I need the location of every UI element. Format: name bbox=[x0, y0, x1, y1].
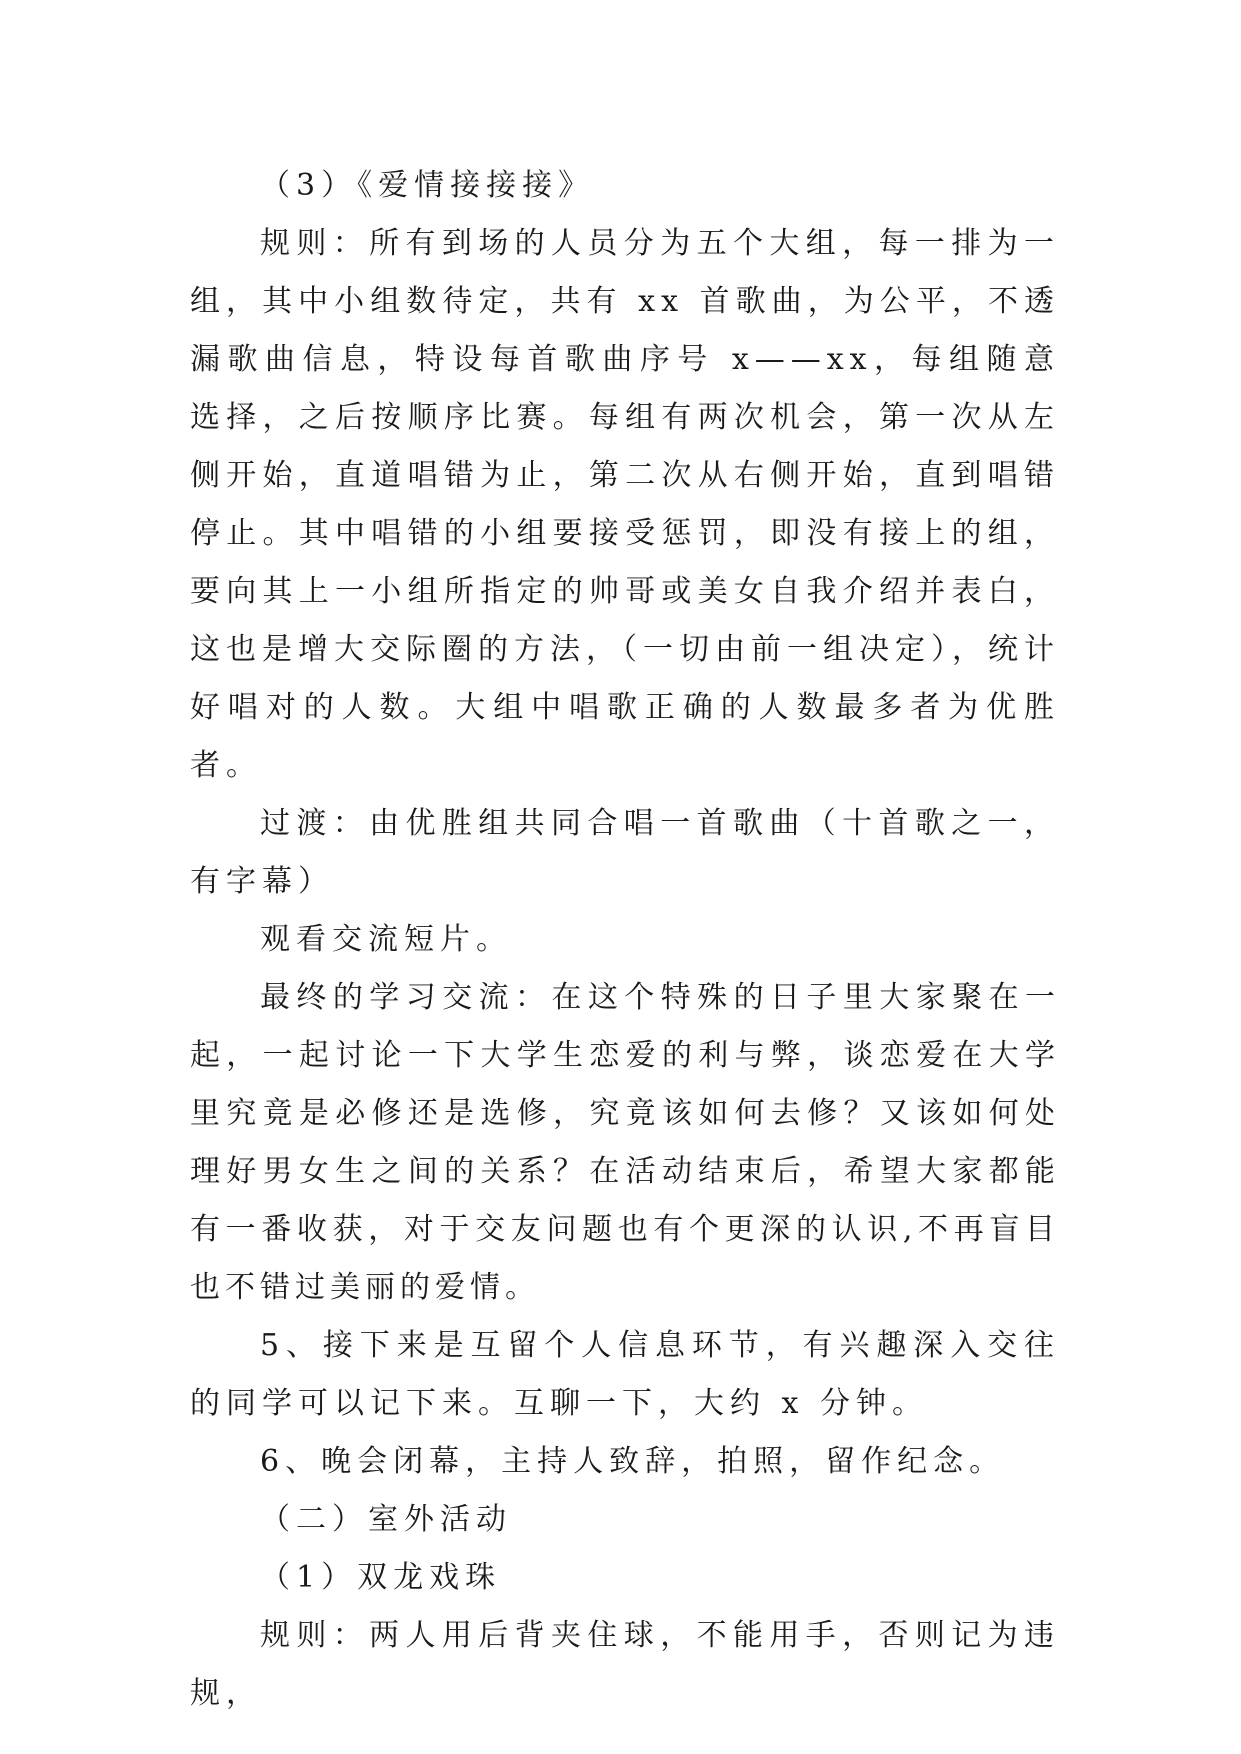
paragraph-step-6: 6、晚会闭幕，主持人致辞，拍照，留作纪念。 bbox=[260, 1444, 1006, 1479]
document-body bbox=[190, 157, 1060, 1723]
paragraph-step-5: 5、接下来是互留个人信息环节，有兴趣深入交往的同学可以记下来。互聊一下，大约 x 分钟。 bbox=[190, 1328, 1060, 1421]
paragraph-song-game-rules: 规则：所有到场的人员分为五个大组，每一排为一组，其中小组数待定，共有 xx 首歌曲，为公平，不透漏歌曲信息，特设每首歌曲序号 x——xx，每组随意选择，之后按顺序比赛。每组有两次机会，第一次从左侧开始，直道唱错为止，第二次从右侧开始，直到唱错停止。其中唱错的小组要接受惩罚，即没有接上的组，要向其上一小组所指定的帅哥或美女自我介绍并表白，这也是增大交际圈的方法，（一切由前一组决定），统计好唱对的人数。大组中唱歌正确的人数最多者为优胜者。 bbox=[190, 226, 1060, 783]
paragraph-song-game-title: （3）《爱情接接接》 bbox=[260, 168, 595, 203]
paragraph-watch-video: 观看交流短片。 bbox=[260, 922, 512, 957]
paragraph-final-exchange: 最终的学习交流：在这个特殊的日子里大家聚在一起，一起讨论一下大学生恋爱的利与弊，谈恋爱在大学里究竟是必修还是选修，究竟该如何去修？又该如何处理好男女生之间的关系？在活动结束后，希望大家都能有一番收获，对于交友问题也有个更深的认识,不再盲目也不错过美丽的爱情。 bbox=[190, 980, 1060, 1305]
section-heading-outdoor: （二）室外活动 bbox=[260, 1502, 512, 1537]
paragraph-transition: 过渡：由优胜组共同合唱一首歌曲（十首歌之一，有字幕） bbox=[190, 806, 1060, 899]
subheading-double-dragon: （1）双龙戏珠 bbox=[260, 1560, 502, 1595]
paragraph-outdoor-rules: 规则：两人用后背夹住球，不能用手，否则记为违规， bbox=[190, 1618, 1060, 1711]
